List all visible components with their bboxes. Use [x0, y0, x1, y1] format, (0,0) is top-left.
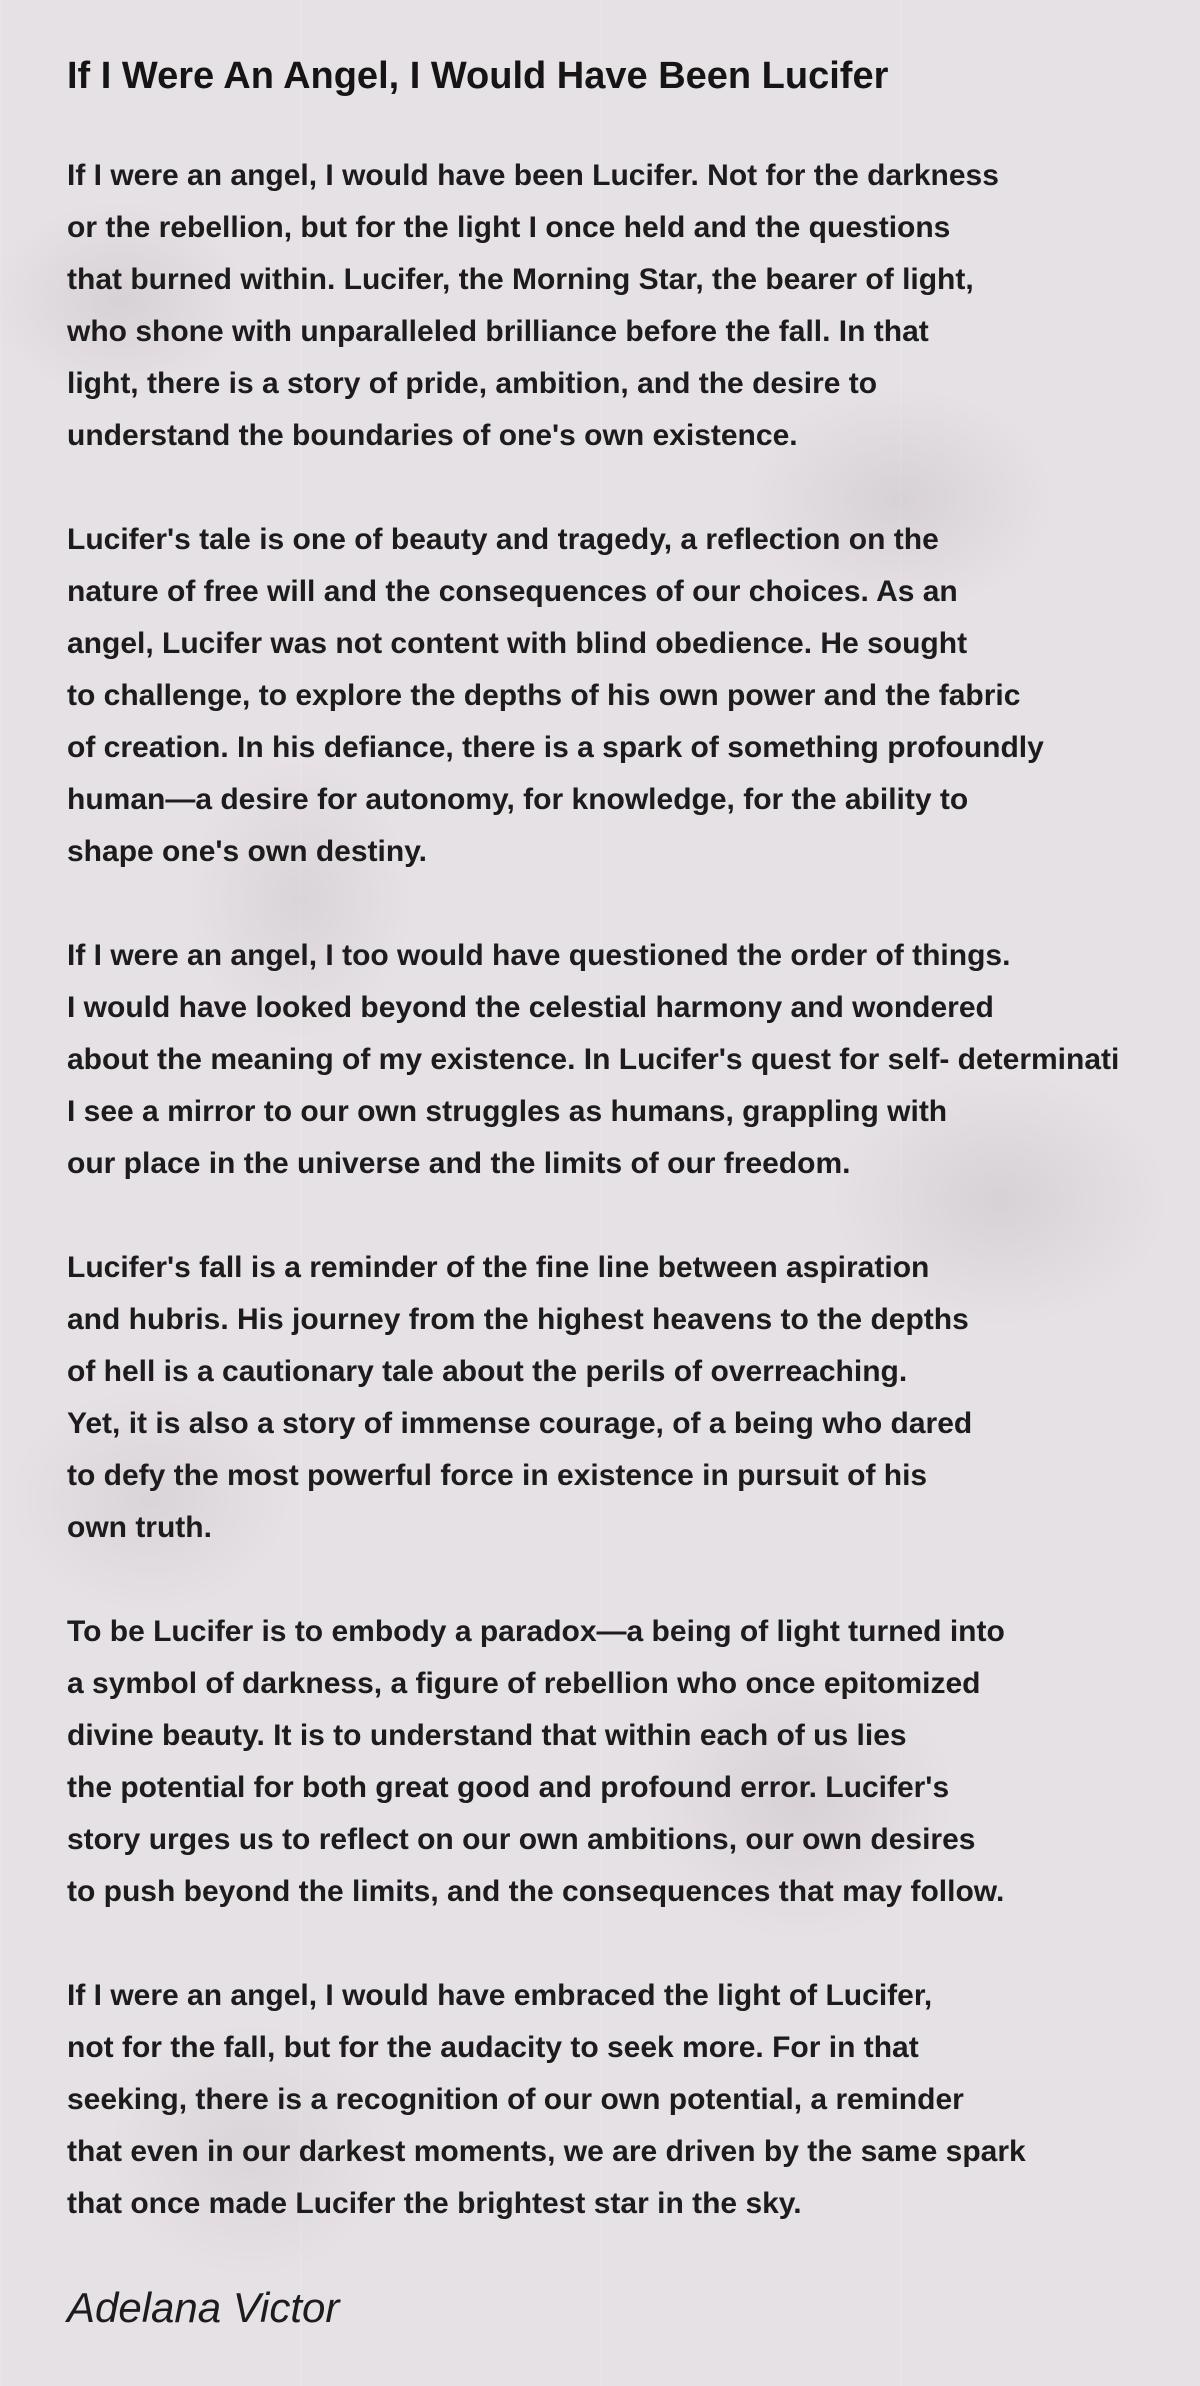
poem-line: and hubris. His journey from the highest heavens to the depths [67, 1303, 969, 1336]
poem-line: shape one's own destiny. [67, 835, 427, 868]
poem-line: divine beauty. It is to understand that within each of us lies [67, 1719, 907, 1752]
stanza-2 [67, 514, 1200, 878]
poem-line: about the meaning of my existence. In Lucifer's quest for self- determinati [67, 1043, 1120, 1076]
poem-line: angel, Lucifer was not content with blind obedience. He sought [67, 627, 968, 660]
poem-line: a symbol of darkness, a figure of rebellion who once epitomized [67, 1667, 981, 1700]
poem-line: If I were an angel, I would have been Lucifer. Not for the darkness [67, 159, 999, 192]
poem-line: or the rebellion, but for the light I once held and the questions [67, 211, 951, 244]
poem-line: Yet, it is also a story of immense courage, of a being who dared [67, 1407, 973, 1440]
poem-line: that once made Lucifer the brightest star in the sky. [67, 2187, 802, 2220]
poem-line: own truth. [67, 1511, 212, 1544]
poem-line: Lucifer's tale is one of beauty and tragedy, a reflection on the [67, 523, 939, 556]
poem-line: Lucifer's fall is a reminder of the fine line between aspiration [67, 1251, 930, 1284]
poem-line: of hell is a cautionary tale about the perils of overreaching. [67, 1355, 908, 1388]
poem-line: seeking, there is a recognition of our own potential, a reminder [67, 2083, 964, 2116]
poem-line: who shone with unparalleled brilliance before the fall. In that [67, 315, 929, 348]
poem-body [67, 150, 1200, 2282]
poem-line: to defy the most powerful force in existence in pursuit of his [67, 1459, 928, 1492]
poem-line: human—a desire for autonomy, for knowledge, for the ability to [67, 783, 969, 816]
stanza-5 [67, 1606, 1200, 1918]
poem-author: Adelana Victor [67, 2284, 340, 2331]
poem-line: that even in our darkest moments, we are driven by the same spark [67, 2135, 1026, 2168]
stanza-3 [67, 930, 1200, 1190]
stanza-4 [67, 1242, 1200, 1554]
poem-line: light, there is a story of pride, ambition, and the desire to [67, 367, 878, 400]
poem-line: If I were an angel, I too would have questioned the order of things. [67, 939, 1011, 972]
poem-line: our place in the universe and the limits of our freedom. [67, 1147, 851, 1180]
poem-line: nature of free will and the consequences of our choices. As an [67, 575, 958, 608]
poem-title: If I Were An Angel, I Would Have Been Lucifer [67, 55, 889, 97]
poem-line: story urges us to reflect on our own ambitions, our own desires [67, 1823, 976, 1856]
poem-line: I see a mirror to our own struggles as humans, grappling with [67, 1095, 948, 1128]
poem-line: If I were an angel, I would have embraced the light of Lucifer, [67, 1979, 933, 2012]
poem-line: to challenge, to explore the depths of his own power and the fabric [67, 679, 1021, 712]
poem-line: the potential for both great good and profound error. Lucifer's [67, 1771, 950, 1804]
stanza-6 [67, 1970, 1200, 2230]
stanza-1 [67, 150, 1200, 462]
poem-line: of creation. In his defiance, there is a spark of something profoundly [67, 731, 1044, 764]
poem-line: to push beyond the limits, and the consequences that may follow. [67, 1875, 1005, 1908]
poem-line: not for the fall, but for the audacity to seek more. For in that [67, 2031, 919, 2064]
poem-line: To be Lucifer is to embody a paradox—a being of light turned into [67, 1615, 1005, 1648]
poem-line: I would have looked beyond the celestial harmony and wondered [67, 991, 994, 1024]
poem-line: understand the boundaries of one's own existence. [67, 419, 798, 452]
poem-line: that burned within. Lucifer, the Morning Star, the bearer of light, [67, 263, 974, 296]
